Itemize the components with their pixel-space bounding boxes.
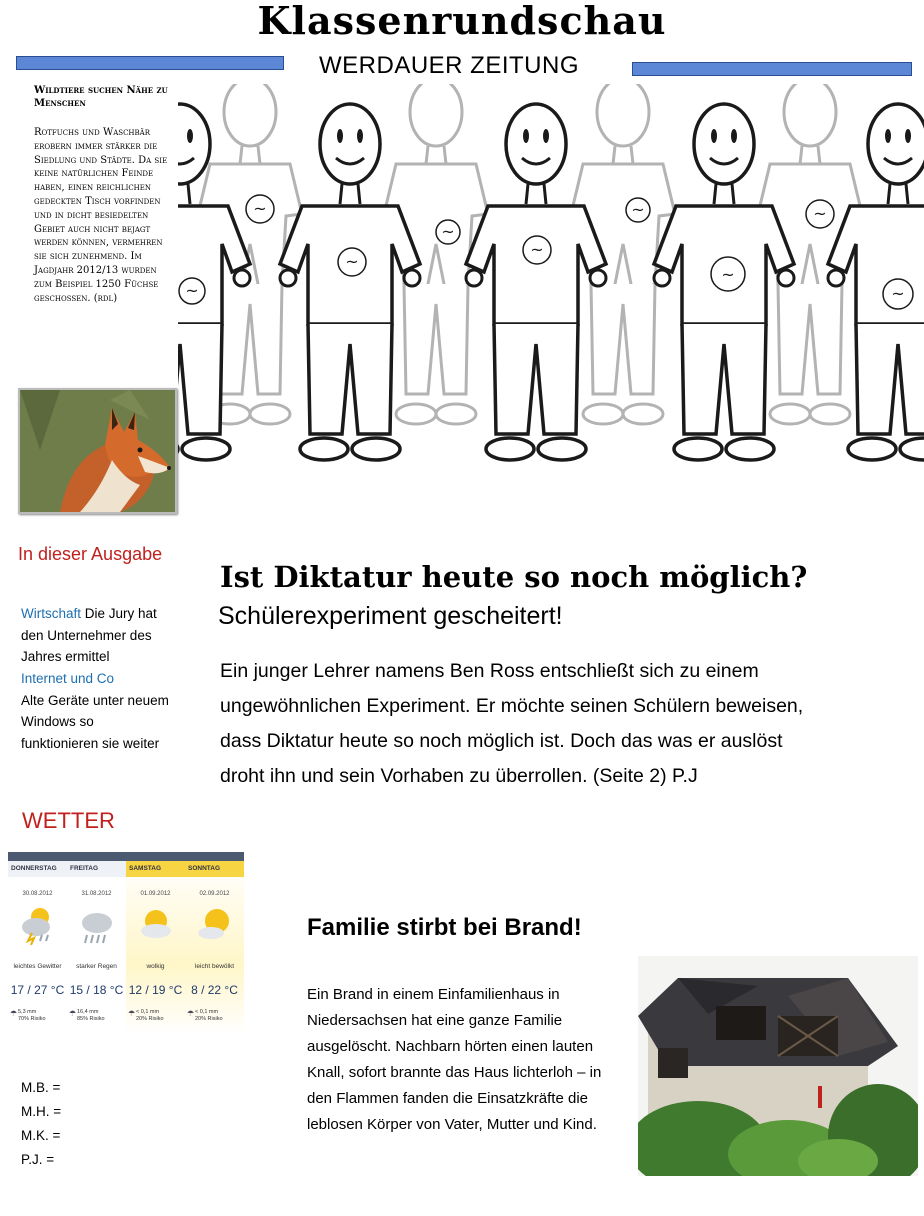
inside-item-text: Die Jury hat den Unternehmer des Jahres ermittel <box>21 606 157 665</box>
weather-day-date: 30.08.2012 <box>22 891 53 897</box>
stick-figure-crowd-illustration <box>178 84 924 464</box>
svg-text:~: ~ <box>345 252 359 271</box>
svg-text:~: ~ <box>891 284 905 303</box>
partly-cloudy-icon <box>136 905 176 945</box>
rain-risk: 20% Risiko <box>195 1016 223 1022</box>
weather-day <box>126 861 185 1034</box>
decorative-bar-right <box>632 62 912 76</box>
inside-item-text: Alte Geräte unter neuem Windows so funktionieren sie weiter <box>21 692 169 751</box>
rain-amount: 16,4 mm <box>77 1009 99 1015</box>
fox-photo <box>18 388 177 514</box>
svg-text:~: ~ <box>813 204 827 223</box>
umbrella-icon: ☂ <box>128 1009 136 1018</box>
svg-text:~: ~ <box>631 200 645 219</box>
weather-day-rain <box>77 1009 125 1023</box>
inside-item-category[interactable]: Internet und Co <box>21 671 115 686</box>
masthead-title: Klassenrundschau <box>257 0 667 43</box>
weather-heading: WETTER <box>22 808 115 833</box>
credit-initials: P.J. = <box>21 1152 55 1167</box>
rain-risk: 20% Risiko <box>136 1016 164 1022</box>
masthead-subtitle: WERDAUER ZEITUNG <box>319 52 579 79</box>
svg-text:~: ~ <box>721 265 735 284</box>
weather-day-temp: 17 / 27 °C <box>10 983 65 997</box>
weather-day-name: SAMSTAG <box>126 861 185 877</box>
weather-topbar <box>8 852 244 861</box>
weather-day-date: 01.09.2012 <box>140 891 171 897</box>
rain-risk: 85% Risiko <box>77 1016 105 1022</box>
weather-day-rain <box>136 1009 184 1023</box>
umbrella-icon: ☂ <box>10 1009 18 1018</box>
thunderstorm-icon <box>18 905 58 945</box>
heavy-rain-icon <box>77 905 117 945</box>
rain-amount: < 0,1 mm <box>195 1009 219 1015</box>
weather-day-temp: 12 / 19 °C <box>128 983 183 997</box>
weather-day-date: 02.09.2012 <box>199 891 230 897</box>
weather-widget <box>8 852 244 1034</box>
umbrella-icon: ☂ <box>187 1009 195 1018</box>
weather-day-temp: 8 / 22 °C <box>191 983 238 997</box>
rain-amount: 5,3 mm <box>18 1009 37 1015</box>
burnt-house-photo <box>638 956 918 1176</box>
weather-day-condition: leicht bewölkt <box>194 963 235 970</box>
wildlife-headline: Wildtiere suchen Nähe zu Menschen <box>34 85 168 109</box>
inside-item <box>21 668 171 754</box>
weather-day-rain <box>195 1009 243 1023</box>
weather-day-temp: 15 / 18 °C <box>69 983 124 997</box>
weather-day <box>67 861 126 1034</box>
inside-heading: In dieser Ausgabe <box>18 544 163 564</box>
inside-item-category[interactable]: Wirtschaft <box>21 606 82 621</box>
fire-body: Ein Brand in einem Einfamilienhaus in Niedersachsen hat eine ganze Familie ausgelöscht. Nachbarn hörten einen lauten Knall, sofort brannte das Haus lichterloh – in den Flammen fanden die Einsatzkräfte die leblosen Körper von Vater, Mutter und Kind. <box>307 986 602 1133</box>
weather-day-name: DONNERSTAG <box>8 861 67 877</box>
weather-day-condition: starker Regen <box>76 963 117 970</box>
main-body: Ein junger Lehrer namens Ben Ross entschließt sich zu einem ungewöhnlichen Experiment. Er möchte seinen Schülern beweisen, dass Diktatur heute so noch möglich ist. Doch das was er auslöst droht ihn und sein Vorhaben zu überrollen. (Seite 2) P.J <box>220 660 804 787</box>
svg-text:~: ~ <box>185 281 199 300</box>
svg-text:~: ~ <box>253 199 267 218</box>
weather-day-condition: leichtes Gewitter <box>13 963 62 970</box>
fire-headline: Familie stirbt bei Brand! <box>307 914 582 941</box>
umbrella-icon: ☂ <box>69 1009 77 1018</box>
svg-text:~: ~ <box>441 222 455 241</box>
weather-day-rain <box>18 1009 66 1023</box>
fox-illustration <box>20 390 175 512</box>
partly-sunny-icon <box>195 905 235 945</box>
credit-initials: M.K. = <box>21 1128 61 1143</box>
wildlife-body: Rotfuchs und Waschbär erobern immer stärker die Siedlung und Städte. Da sie keine natürlichen Feinde haben, einen reichlichen gedeckten Tisch vorfinden und in dicht besiedelten Gebiet auch nicht bejagt werden können, vermehren sie sich zunehmend. Im Jagdjahr 2012/13 wurden zum Beispiel 1250 Füchse geschossen. (rdl) <box>34 127 168 304</box>
rain-risk: 70% Risiko <box>18 1016 46 1022</box>
weather-day-name: SONNTAG <box>185 861 244 877</box>
weather-day-condition: wolkig <box>146 963 165 970</box>
main-subheadline: Schülerexperiment gescheitert! <box>218 602 563 630</box>
credit-initials: M.H. = <box>21 1104 62 1119</box>
inside-item <box>21 603 171 668</box>
rain-amount: < 0,1 mm <box>136 1009 160 1015</box>
weather-day-date: 31.08.2012 <box>81 891 112 897</box>
main-headline: Ist Diktatur heute so noch möglich? <box>220 560 808 594</box>
house-illustration <box>638 956 918 1176</box>
credit-initials: M.B. = <box>21 1080 61 1095</box>
weather-day <box>8 861 67 1034</box>
crowd-svg <box>178 84 924 464</box>
decorative-bar-left <box>16 56 284 70</box>
svg-text:~: ~ <box>530 240 544 259</box>
weather-day-name: FREITAG <box>67 861 126 877</box>
weather-day <box>185 861 244 1034</box>
